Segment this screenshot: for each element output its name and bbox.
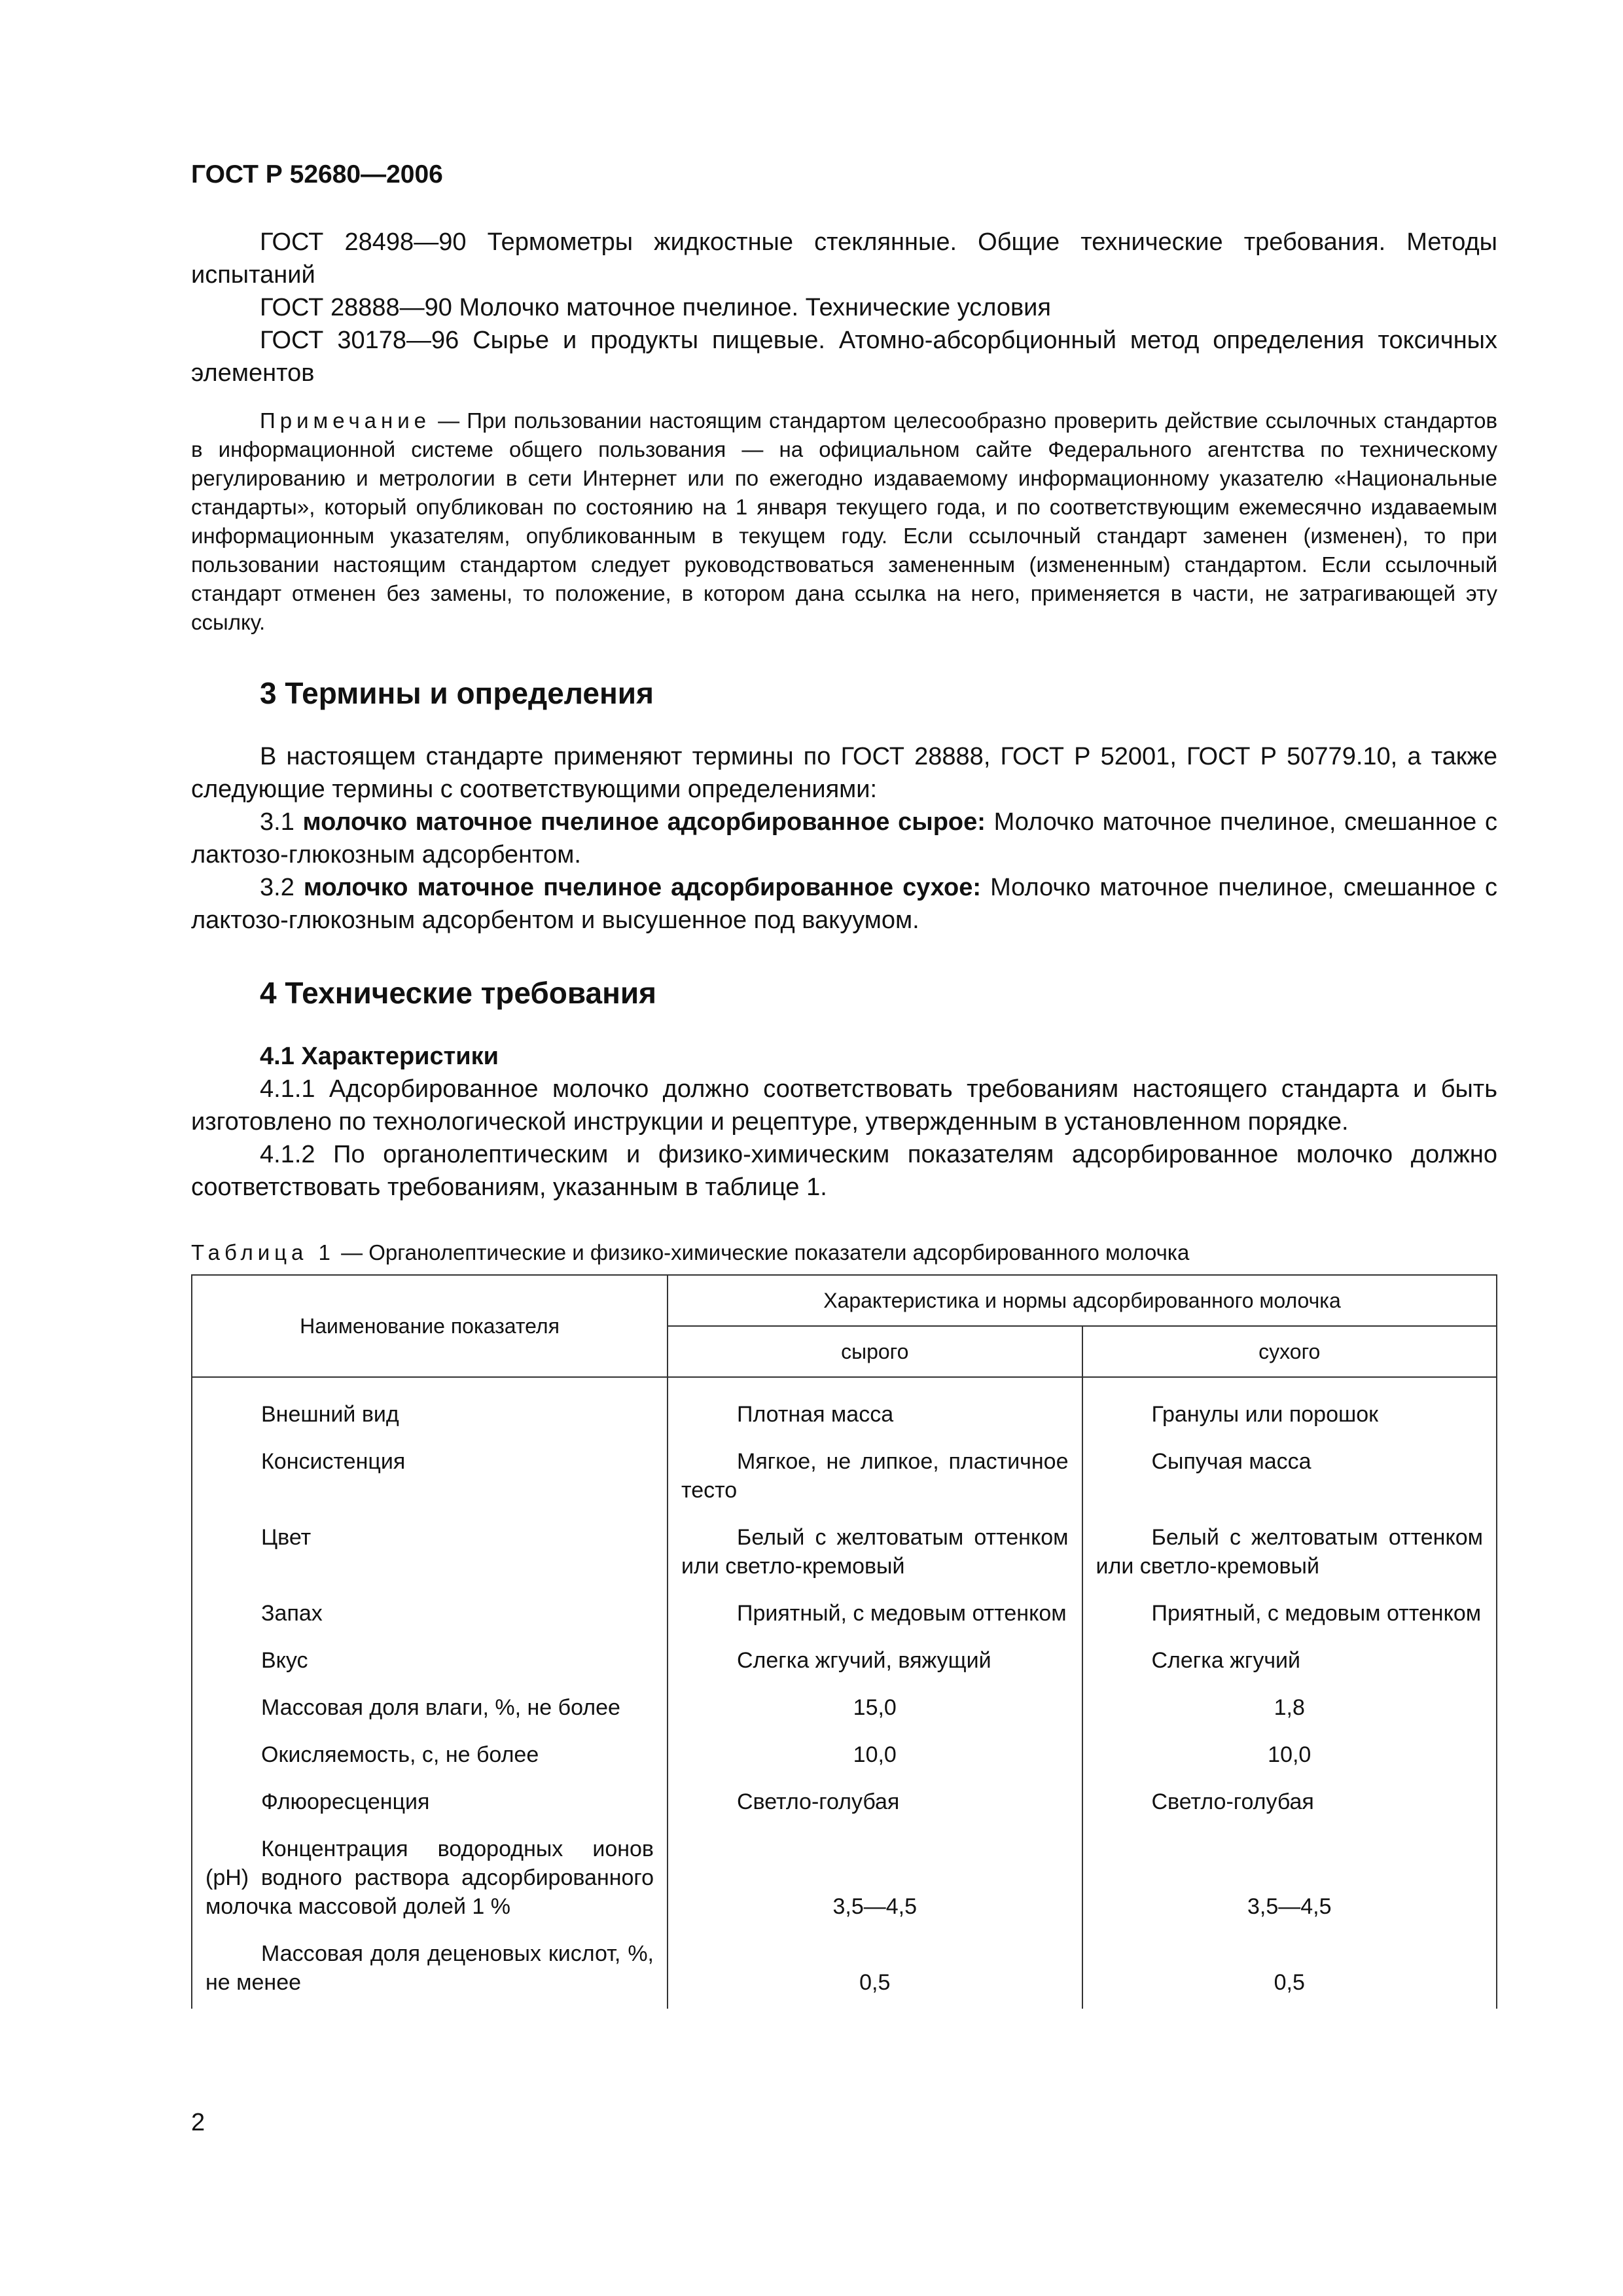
cell-indicator-name: Концентрация водородных ионов (рН) водного раствора адсорбированного молочка массовой долей 1 % (192, 1828, 668, 1933)
cell-raw-value: Слегка жгучий, вяжущий (668, 1640, 1082, 1687)
cell-raw-value: Белый с желтоватым оттенком или светло-кремовый (668, 1516, 1082, 1592)
cell-dry-value: 10,0 (1082, 1734, 1497, 1781)
cell-indicator-name: Консистенция (192, 1441, 668, 1516)
table-header-row (192, 1275, 1497, 1326)
table-row (192, 1377, 1497, 1441)
cell-raw-value: Светло-голубая (668, 1781, 1082, 1828)
column-header-dry: сухого (1082, 1326, 1497, 1377)
cell-indicator-name: Окисляемость, с, не более (192, 1734, 668, 1781)
section-3-intro: В настоящем стандарте применяют термины по ГОСТ 28888, ГОСТ Р 52001, ГОСТ Р 50779.10, а также следующие термины с соответствующими определениями: (191, 743, 1497, 803)
table-caption-label: Таблица 1 (191, 1240, 335, 1265)
term-definition (191, 871, 1497, 937)
page-number: 2 (191, 2109, 205, 2136)
term-number: 3.1 (260, 808, 303, 836)
term-definition (191, 806, 1497, 871)
clause-4-1-2: 4.1.2 По органолептическим и физико-химическим показателям адсорбированное молочко должно соответствовать требованиям, указанным в таблице 1. (191, 1141, 1497, 1201)
table-row (192, 1781, 1497, 1828)
table-row (192, 1516, 1497, 1592)
cell-raw-value: Мягкое, не липкое, пластичное тесто (668, 1441, 1082, 1516)
reference-item: ГОСТ 28498—90 Термометры жидкостные стеклянные. Общие технические требования. Методы испытаний (191, 228, 1497, 289)
cell-raw-value: 15,0 (668, 1687, 1082, 1734)
term-name: молочко маточное пчелиное адсорбированное сухое: (303, 874, 981, 901)
column-header-group: Характеристика и нормы адсорбированного молочка (668, 1275, 1497, 1326)
term-text: Молочко маточное пчелиное, смешанное с лактозо-глюкозным адсорбентом. (191, 808, 1497, 869)
clause-4-1-1: 4.1.1 Адсорбированное молочко должно соответствовать требованиям настоящего стандарта и быть изготовлено по технологической инструкции и рецептуре, утвержденным в установленном порядке. (191, 1075, 1497, 1136)
note-paragraph (191, 406, 1497, 637)
page-content (191, 226, 1497, 2009)
table-row (192, 1933, 1497, 2009)
cell-dry-value: Светло-голубая (1082, 1781, 1497, 1828)
cell-indicator-name: Массовая доля влаги, %, не более (192, 1687, 668, 1734)
cell-dry-value: Белый с желтоватым оттенком или светло-кремовый (1082, 1516, 1497, 1592)
cell-indicator-name: Флюоресценция (192, 1781, 668, 1828)
cell-dry-value: 1,8 (1082, 1687, 1497, 1734)
cell-indicator-name: Запах (192, 1592, 668, 1640)
table-body (192, 1377, 1497, 2009)
section-4-title: 4 Технические требования (260, 976, 656, 1010)
document-code-header: ГОСТ Р 52680—2006 (191, 160, 443, 188)
term-number: 3.2 (260, 874, 304, 901)
cell-indicator-name: Цвет (192, 1516, 668, 1592)
table-row (192, 1734, 1497, 1781)
cell-raw-value: Плотная масса (668, 1377, 1082, 1441)
table-row (192, 1640, 1497, 1687)
subsection-4-1-title: 4.1 Характеристики (260, 1043, 499, 1070)
reference-item: ГОСТ 30178—96 Сырье и продукты пищевые. Атомно-абсорбционный метод определения токсичных элементов (191, 327, 1497, 387)
cell-indicator-name: Вкус (192, 1640, 668, 1687)
cell-raw-value: Приятный, с медовым оттенком (668, 1592, 1082, 1640)
table-row (192, 1828, 1497, 1933)
reference-item: ГОСТ 28888—90 Молочко маточное пчелиное. Технические условия (260, 294, 1051, 321)
cell-dry-value: Сыпучая масса (1082, 1441, 1497, 1516)
cell-dry-value: 3,5—4,5 (1082, 1828, 1497, 1933)
cell-dry-value: Приятный, с медовым оттенком (1082, 1592, 1497, 1640)
table-caption-text: — Органолептические и физико-химические показатели адсорбированного молочка (334, 1240, 1190, 1265)
cell-raw-value: 0,5 (668, 1933, 1082, 2009)
table-caption (191, 1239, 1497, 1266)
column-header-raw: сырого (668, 1326, 1082, 1377)
term-name: молочко маточное пчелиное адсорбированное сырое: (302, 808, 986, 836)
characteristics-table (191, 1274, 1497, 2009)
table-row (192, 1441, 1497, 1516)
table-row (192, 1687, 1497, 1734)
column-header-indicator: Наименование показателя (192, 1275, 668, 1377)
section-3-title: 3 Термины и определения (260, 676, 654, 710)
cell-raw-value: 10,0 (668, 1734, 1082, 1781)
cell-dry-value: Слегка жгучий (1082, 1640, 1497, 1687)
table-row (192, 1592, 1497, 1640)
note-label: Примечание (260, 408, 431, 433)
cell-dry-value: 0,5 (1082, 1933, 1497, 2009)
note-text: — При пользовании настоящим стандартом целесообразно проверить действие ссылочных стандартов в информационной системе общего пользования — на официальном сайте Федерального агентства по техническому регулированию и метрологии в сети Интернет или по ежегодно издаваемому информационному указателю «Национальные стандарты», который опубликован по состоянию на 1 января текущего года, и по соответствующим ежемесячно издаваемым информационным указателям, опубликованным в текущем году. Если ссылочный стандарт заменен (изменен), то при пользовании настоящим стандартом следует руководствоваться замененным (измененным) стандартом. Если ссылочный стандарт отменен без замены, то положение, в котором дана ссылка на него, применяется в части, не затрагивающей эту ссылку. (191, 408, 1497, 634)
cell-indicator-name: Внешний вид (192, 1377, 668, 1441)
cell-raw-value: 3,5—4,5 (668, 1828, 1082, 1933)
cell-indicator-name: Массовая доля деценовых кислот, %, не менее (192, 1933, 668, 2009)
cell-dry-value: Гранулы или порошок (1082, 1377, 1497, 1441)
term-text: Молочко маточное пчелиное, смешанное с лактозо-глюкозным адсорбентом и высушенное под вакуумом. (191, 874, 1498, 934)
